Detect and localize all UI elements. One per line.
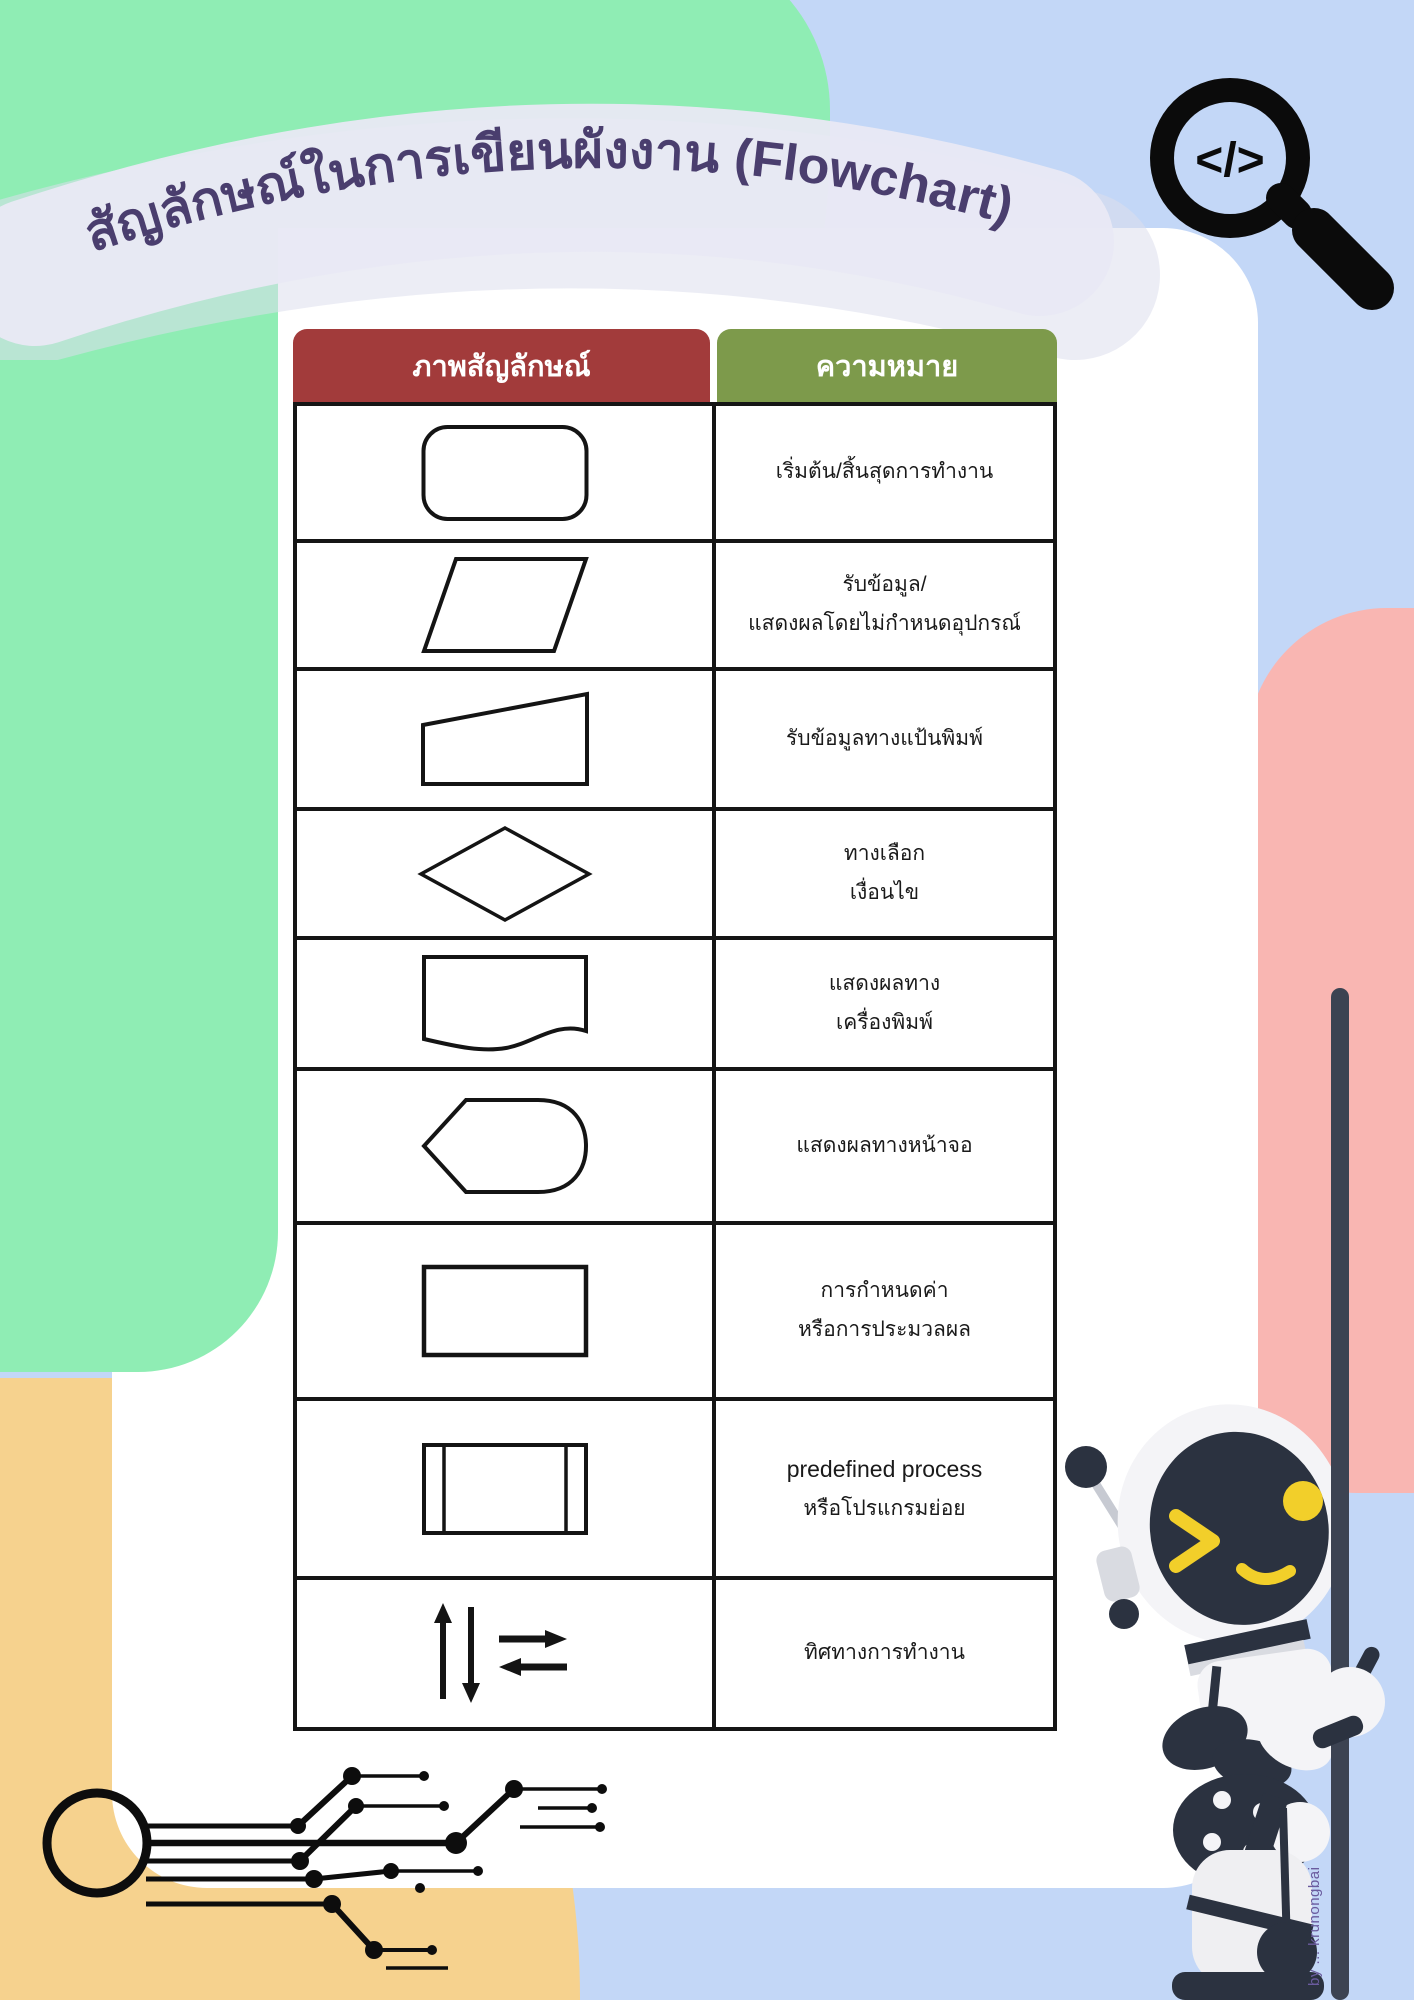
process-shape-icon	[420, 1263, 590, 1359]
meaning-text: predefined process	[786, 1455, 983, 1482]
symbol-cell	[297, 543, 716, 667]
meaning-text: เครื่องพิมพ์	[836, 1010, 933, 1034]
symbol-cell	[297, 1225, 716, 1397]
flow-arrows-icon	[425, 1599, 585, 1709]
document-shape-icon	[420, 953, 590, 1055]
meaning-cell	[716, 406, 1053, 539]
header-symbol-column	[293, 329, 710, 402]
magnifier-code-icon	[1120, 50, 1414, 320]
meaning-text: แสดงผลทางหน้าจอ	[796, 1133, 973, 1157]
meaning-cell	[716, 1225, 1053, 1397]
symbol-cell	[297, 940, 716, 1067]
table-row	[297, 539, 1053, 667]
meaning-cell	[716, 811, 1053, 936]
robot-mascot	[1050, 960, 1414, 2000]
robot-boot-sole	[1172, 1972, 1324, 2000]
meaning-text: หรือโปรแกรมย่อย	[803, 1497, 966, 1521]
magnifier-collar	[1281, 198, 1297, 214]
code-glyph: </>	[1195, 134, 1265, 187]
meaning-text: ทางเลือก	[843, 841, 926, 865]
meaning-text: เงื่อนไข	[849, 880, 920, 904]
symbol-cell	[297, 1401, 716, 1576]
meaning-cell	[716, 940, 1053, 1067]
meaning-text: ทิศทางการทำงาน	[804, 1641, 965, 1665]
symbol-cell	[297, 811, 716, 936]
table-row	[297, 936, 1053, 1067]
meaning-text: การกำหนดค่า	[820, 1279, 949, 1303]
robot-pole	[1331, 988, 1349, 2000]
symbol-cell	[297, 406, 716, 539]
manual-input-shape-icon	[420, 691, 590, 787]
terminator-shape-icon	[420, 423, 590, 523]
header-meaning-column	[717, 329, 1057, 402]
meaning-text: แสดงผลโดยไม่กำหนดอุปกรณ์	[748, 612, 1021, 635]
table-row	[297, 807, 1053, 936]
robot-antenna-ball	[1065, 1446, 1107, 1488]
decision-shape-icon	[417, 824, 593, 924]
meaning-cell	[716, 1580, 1053, 1727]
parallelogram-shape-icon	[420, 555, 590, 655]
table-row	[297, 1221, 1053, 1397]
meaning-cell	[716, 671, 1053, 807]
symbol-cell	[297, 671, 716, 807]
table-row	[297, 1576, 1053, 1727]
header-meaning-label: ความหมาย	[815, 350, 959, 383]
circuit-decoration	[20, 1750, 620, 2000]
meaning-text: แสดงผลทาง	[828, 971, 941, 995]
symbol-cell	[297, 1580, 716, 1727]
predefined-process-shape-icon	[420, 1441, 590, 1537]
robot-eye	[1283, 1481, 1323, 1521]
author-credit: by ... krunongbai	[1306, 1866, 1323, 1986]
table-row	[297, 667, 1053, 807]
meaning-text: รับข้อมูลทางแป้นพิมพ์	[786, 726, 983, 750]
magnifier-handle	[1314, 230, 1372, 288]
display-shape-icon	[420, 1096, 590, 1196]
table-row	[297, 1067, 1053, 1221]
symbol-cell	[297, 1071, 716, 1221]
meaning-text: รับข้อมูล/	[842, 573, 927, 597]
meaning-cell	[716, 543, 1053, 667]
table-row	[297, 1397, 1053, 1576]
page-title: สัญลักษณ์ในการเขียนผังงาน (Flowchart)	[77, 121, 1020, 263]
robot-ear-dot	[1109, 1599, 1139, 1629]
meaning-cell	[716, 1071, 1053, 1221]
meaning-cell	[716, 1401, 1053, 1576]
meaning-text: เริ่มต้น/สิ้นสุดการทำงาน	[775, 460, 994, 484]
table-body	[293, 402, 1057, 1731]
header-symbol-label: ภาพสัญลักษณ์	[412, 350, 591, 383]
table-row	[297, 406, 1053, 539]
meaning-text: หรือการประมวลผล	[797, 1318, 972, 1341]
